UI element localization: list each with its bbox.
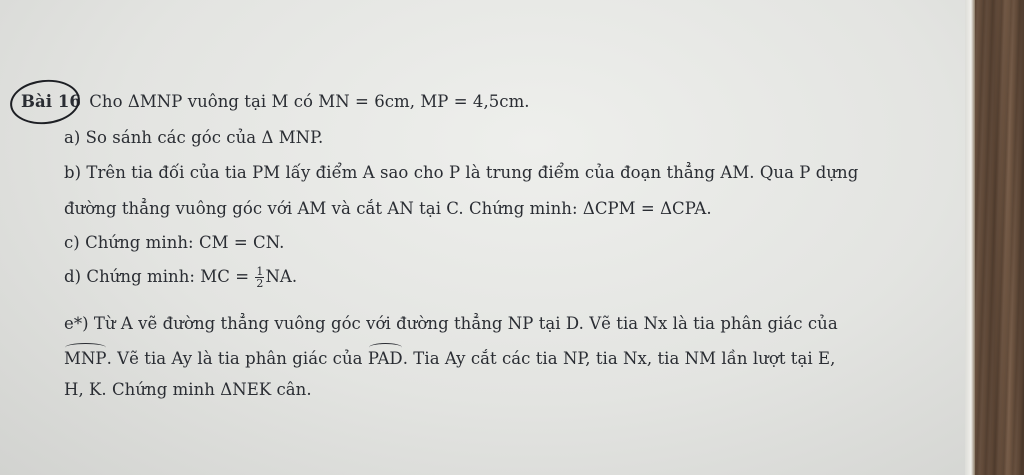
part-d-suffix: NA. xyxy=(265,267,298,286)
part-e-line2-end: . Tia Ay cắt các tia NP, tia Nx, tia NM lần lượt tại E, xyxy=(402,349,836,368)
wooden-table-edge xyxy=(975,0,1024,475)
part-c: c) Chứng minh: CM = CN. xyxy=(64,233,285,252)
fraction-denominator: 2 xyxy=(256,277,264,290)
angle-pad: PAD xyxy=(368,346,403,368)
fraction-numerator: 1 xyxy=(256,265,264,278)
part-d xyxy=(64,266,297,289)
part-e-line2 xyxy=(64,346,835,368)
angle-mnp: MNP xyxy=(64,346,107,368)
part-a: a) So sánh các góc của Δ MNP. xyxy=(64,128,324,147)
fraction-one-half xyxy=(255,266,264,289)
part-e-line2-mid: . Vẽ tia Ay là tia phân giác của xyxy=(106,349,368,368)
part-e-line1: e*) Từ A vẽ đường thẳng vuông góc với đường thẳng NP tại D. Vẽ tia Nx là tia phân giác của xyxy=(64,314,838,333)
paper-edge xyxy=(965,0,975,475)
problem-number-label xyxy=(18,92,84,111)
part-d-prefix: d) Chứng minh: MC = xyxy=(64,267,255,286)
problem-heading-line xyxy=(18,92,530,111)
part-e-line3: H, K. Chứng minh ΔNEK cân. xyxy=(64,380,312,399)
problem-intro: Cho ΔMNP vuông tại M có MN = 6cm, MP = 4,5cm. xyxy=(89,92,530,111)
part-b-line1: b) Trên tia đối của tia PM lấy điểm A sao cho P là trung điểm của đoạn thẳng AM. Qua P dựng xyxy=(64,163,859,182)
problem-number-text: Bài 16 xyxy=(21,92,81,111)
part-b-line2: đường thẳng vuông góc với AM và cắt AN tại C. Chứng minh: ΔCPM = ΔCPA. xyxy=(64,199,712,218)
